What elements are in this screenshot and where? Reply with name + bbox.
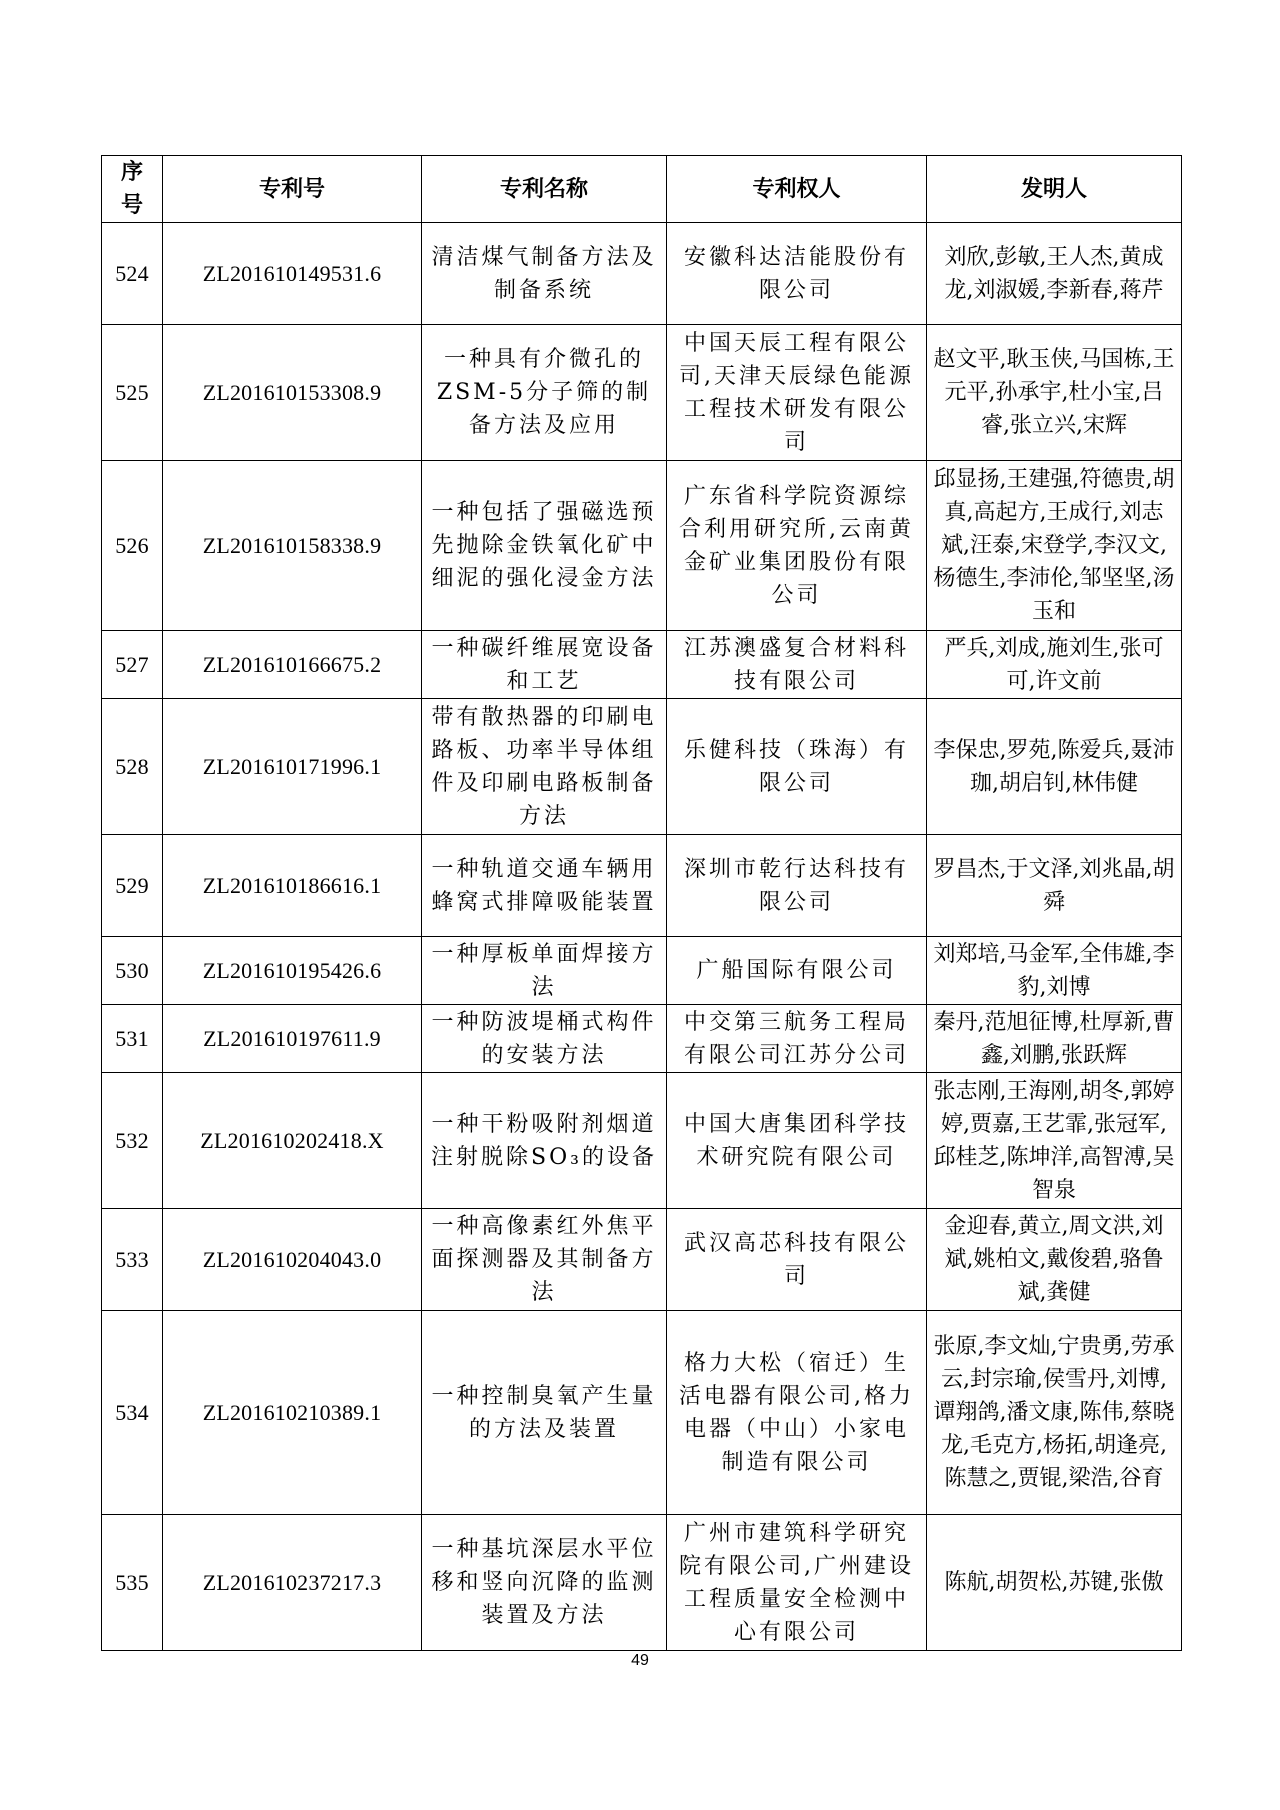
cell-patent-name: 一种厚板单面焊接方法 <box>422 937 667 1005</box>
cell-seq: 526 <box>102 461 163 631</box>
cell-patent-no: ZL201610171996.1 <box>163 699 422 835</box>
cell-seq: 534 <box>102 1311 163 1515</box>
cell-patent-no: ZL201610166675.2 <box>163 631 422 699</box>
cell-patent-name: 一种防波堤桶式构件的安装方法 <box>422 1005 667 1073</box>
table-header-row <box>102 156 1182 223</box>
cell-inventors: 罗昌杰,于文泽,刘兆晶,胡舜 <box>927 835 1182 937</box>
cell-patent-no: ZL201610153308.9 <box>163 325 422 461</box>
table-row <box>102 835 1182 937</box>
cell-patent-no: ZL201610195426.6 <box>163 937 422 1005</box>
table-row <box>102 1073 1182 1209</box>
cell-patent-name: 一种基坑深层水平位移和竖向沉降的监测装置及方法 <box>422 1515 667 1651</box>
cell-patent-name: 带有散热器的印刷电路板、功率半导体组件及印刷电路板制备方法 <box>422 699 667 835</box>
table-row <box>102 1209 1182 1311</box>
cell-patentee: 广东省科学院资源综合利用研究所,云南黄金矿业集团股份有限公司 <box>667 461 927 631</box>
cell-patent-name: 一种干粉吸附剂烟道注射脱除SO₃的设备 <box>422 1073 667 1209</box>
table-row <box>102 223 1182 325</box>
cell-seq: 531 <box>102 1005 163 1073</box>
cell-inventors: 严兵,刘成,施刘生,张可可,许文前 <box>927 631 1182 699</box>
cell-inventors: 陈航,胡贺松,苏键,张傲 <box>927 1515 1182 1651</box>
cell-patentee: 武汉高芯科技有限公司 <box>667 1209 927 1311</box>
cell-patentee: 安徽科达洁能股份有限公司 <box>667 223 927 325</box>
cell-seq: 529 <box>102 835 163 937</box>
header-inventors: 发明人 <box>927 156 1182 223</box>
cell-patentee: 江苏澳盛复合材料科技有限公司 <box>667 631 927 699</box>
cell-inventors: 刘郑培,马金军,全伟雄,李豹,刘博 <box>927 937 1182 1005</box>
cell-patent-no: ZL201610186616.1 <box>163 835 422 937</box>
cell-patent-no: ZL201610149531.6 <box>163 223 422 325</box>
table-row <box>102 1515 1182 1651</box>
cell-inventors: 金迎春,黄立,周文洪,刘斌,姚柏文,戴俊碧,骆鲁斌,龚健 <box>927 1209 1182 1311</box>
table-row <box>102 1005 1182 1073</box>
cell-inventors: 邱显扬,王建强,符德贵,胡真,高起方,王成行,刘志斌,汪泰,宋登学,李汉文,杨德生,李沛伦,邹坚坚,汤玉和 <box>927 461 1182 631</box>
cell-patent-name: 清洁煤气制备方法及制备系统 <box>422 223 667 325</box>
cell-patent-name: 一种包括了强磁选预先抛除金铁氧化矿中细泥的强化浸金方法 <box>422 461 667 631</box>
table-row <box>102 631 1182 699</box>
cell-seq: 535 <box>102 1515 163 1651</box>
cell-patentee: 乐健科技（珠海）有限公司 <box>667 699 927 835</box>
cell-seq: 524 <box>102 223 163 325</box>
cell-inventors: 李保忠,罗苑,陈爱兵,聂沛珈,胡启钊,林伟健 <box>927 699 1182 835</box>
cell-inventors: 张志刚,王海刚,胡冬,郭婷婷,贾嘉,王艺霏,张冠军,邱桂芝,陈坤洋,高智溥,吴智泉 <box>927 1073 1182 1209</box>
cell-patent-name: 一种碳纤维展宽设备和工艺 <box>422 631 667 699</box>
header-seq: 序 号 <box>102 156 163 223</box>
table-row <box>102 699 1182 835</box>
cell-patent-name: 一种高像素红外焦平面探测器及其制备方法 <box>422 1209 667 1311</box>
cell-seq: 533 <box>102 1209 163 1311</box>
table-row <box>102 461 1182 631</box>
cell-patent-name: 一种轨道交通车辆用蜂窝式排障吸能装置 <box>422 835 667 937</box>
cell-seq: 525 <box>102 325 163 461</box>
cell-inventors: 张原,李文灿,宁贵勇,劳承云,封宗瑜,侯雪丹,刘博,谭翔鸽,潘文康,陈伟,蔡晓龙,毛克方,杨拓,胡逢亮,陈慧之,贾锟,梁浩,谷育 <box>927 1311 1182 1515</box>
cell-patentee: 格力大松（宿迁）生活电器有限公司,格力电器（中山）小家电制造有限公司 <box>667 1311 927 1515</box>
cell-seq: 532 <box>102 1073 163 1209</box>
page-number: 49 <box>631 1652 649 1669</box>
cell-inventors: 刘欣,彭敏,王人杰,黄成龙,刘淑媛,李新春,蒋芹 <box>927 223 1182 325</box>
patent-table <box>101 155 1182 1651</box>
cell-patentee: 深圳市乾行达科技有限公司 <box>667 835 927 937</box>
cell-patentee: 广船国际有限公司 <box>667 937 927 1005</box>
header-patent-no: 专利号 <box>163 156 422 223</box>
cell-patent-no: ZL201610197611.9 <box>163 1005 422 1073</box>
cell-seq: 530 <box>102 937 163 1005</box>
cell-patent-no: ZL201610204043.0 <box>163 1209 422 1311</box>
cell-seq: 527 <box>102 631 163 699</box>
cell-inventors: 秦丹,范旭征博,杜厚新,曹鑫,刘鹏,张跃辉 <box>927 1005 1182 1073</box>
cell-patentee: 中交第三航务工程局有限公司江苏分公司 <box>667 1005 927 1073</box>
cell-patentee: 中国天辰工程有限公司,天津天辰绿色能源工程技术研发有限公司 <box>667 325 927 461</box>
header-patentee: 专利权人 <box>667 156 927 223</box>
cell-inventors: 赵文平,耿玉侠,马国栋,王元平,孙承宇,杜小宝,吕睿,张立兴,宋辉 <box>927 325 1182 461</box>
cell-patent-no: ZL201610210389.1 <box>163 1311 422 1515</box>
cell-patentee: 广州市建筑科学研究院有限公司,广州建设工程质量安全检测中心有限公司 <box>667 1515 927 1651</box>
cell-patent-no: ZL201610237217.3 <box>163 1515 422 1651</box>
cell-patent-no: ZL201610202418.X <box>163 1073 422 1209</box>
cell-patentee: 中国大唐集团科学技术研究院有限公司 <box>667 1073 927 1209</box>
cell-seq: 528 <box>102 699 163 835</box>
table-row <box>102 937 1182 1005</box>
header-patent-name: 专利名称 <box>422 156 667 223</box>
cell-patent-name: 一种具有介微孔的ZSM-5分子筛的制备方法及应用 <box>422 325 667 461</box>
cell-patent-name: 一种控制臭氧产生量的方法及装置 <box>422 1311 667 1515</box>
table-row <box>102 1311 1182 1515</box>
table-row <box>102 325 1182 461</box>
cell-patent-no: ZL201610158338.9 <box>163 461 422 631</box>
